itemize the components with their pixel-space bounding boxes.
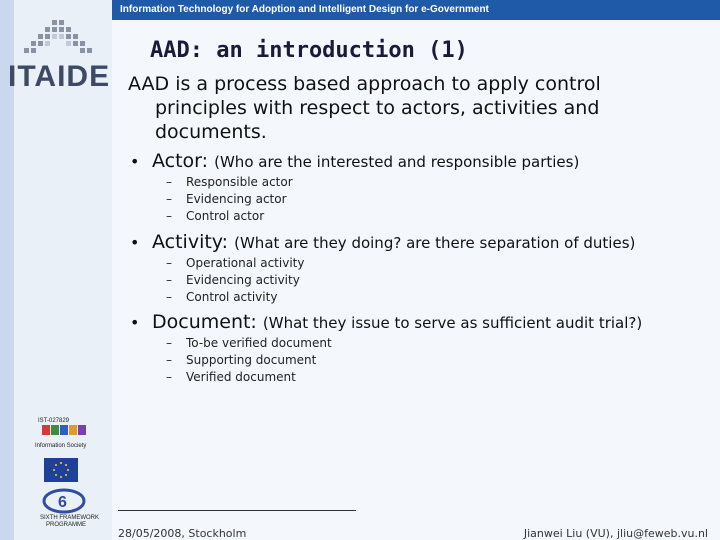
bullet-term: Actor: [152, 150, 209, 172]
list-item: – To-be verified document [166, 336, 332, 350]
bullet-note: (What they issue to serve as sufficient audit trial?) [262, 314, 643, 332]
sub-list-document [166, 335, 332, 386]
footer-divider [118, 510, 356, 511]
ist-number: IST-027829 [38, 418, 70, 424]
bullet-note: (What are they doing? are there separation of duties) [234, 234, 636, 252]
list-item: – Control activity [166, 290, 278, 304]
list-item-text: Responsible actor [186, 175, 293, 189]
sub-list-actor [166, 174, 293, 225]
sub-list-activity [166, 255, 304, 306]
fp6-caption-2: PROGRAMME [46, 522, 87, 528]
list-item: – Responsible actor [166, 175, 293, 189]
list-item-text: Supporting document [186, 353, 317, 367]
bullet-term: Activity: [152, 231, 229, 253]
list-item-text: To-be verified document [186, 336, 332, 350]
intro-line-3: documents. [155, 121, 267, 143]
footer-author: Jianwei Liu (VU), jliu@feweb.vu.nl [523, 527, 708, 540]
list-item-text: Evidencing actor [186, 192, 287, 206]
list-item: – Control actor [166, 209, 265, 223]
list-item: – Supporting document [166, 353, 317, 367]
itaide-logo-text: ITAIDE [8, 60, 111, 93]
intro-line-2: principles with respect to actors, activities and [155, 97, 600, 119]
slide-title: AAD: an introduction (1) [150, 38, 468, 63]
list-item: – Evidencing actor [166, 192, 287, 206]
list-item-text: Verified document [186, 370, 296, 384]
fp6-logo [38, 488, 100, 528]
list-item-text: Control activity [186, 290, 278, 304]
bullet-dot-icon: • [130, 313, 140, 332]
list-item: – Operational activity [166, 256, 305, 270]
intro-line-1: AAD is a process based approach to apply control [128, 73, 601, 95]
bullet-document [130, 311, 642, 333]
list-item: – Verified document [166, 370, 296, 384]
bullet-note: (Who are the interested and responsible parties) [214, 153, 580, 171]
svg-text:6: 6 [58, 494, 67, 511]
itaide-logo [22, 18, 104, 58]
list-item: – Evidencing activity [166, 273, 300, 287]
bullet-dot-icon: • [130, 152, 140, 171]
bullet-term: Document: [152, 311, 257, 333]
list-item-text: Evidencing activity [186, 273, 300, 287]
eu-flag-icon [44, 458, 78, 482]
bullet-activity [130, 231, 635, 253]
ist-logo [32, 415, 98, 451]
fp6-caption-1: SIXTH FRAMEWORK [40, 515, 100, 521]
bullet-dot-icon: • [130, 233, 140, 252]
intro-paragraph [128, 72, 648, 144]
bullet-actor [130, 150, 579, 172]
footer-date-location: 28/05/2008, Stockholm [118, 527, 247, 540]
list-item-text: Control actor [186, 209, 265, 223]
ist-caption: Information Society [35, 443, 87, 449]
list-item-text: Operational activity [186, 256, 305, 270]
project-banner: Information Technology for Adoption and Intelligent Design for e-Government [112, 0, 720, 20]
